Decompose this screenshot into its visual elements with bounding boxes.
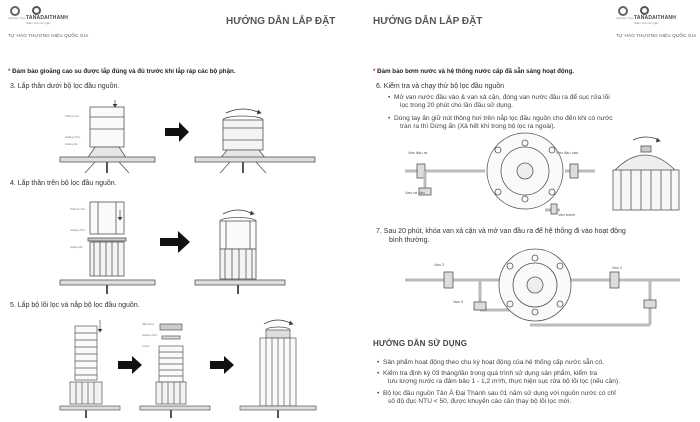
right-page-title: HƯỚNG DẪN LẮP ĐẶT xyxy=(373,16,483,27)
label-3-oring: Gioăng tổn xyxy=(65,143,78,146)
usage-bullet-2 xyxy=(377,370,620,387)
step7-line1: 7. Sau 20 phút, khóa van xả cặn và mở van đầu ra để hệ thống đi vào hoạt động xyxy=(376,228,626,235)
step6-diagram xyxy=(395,138,695,220)
step3-diagram xyxy=(55,95,355,177)
company-logo xyxy=(8,6,26,20)
step4-diagram xyxy=(60,196,360,296)
label-4-oring: Gioăng tổn xyxy=(70,246,83,249)
label-valve-3: Van 3 xyxy=(453,299,464,304)
left-page-title: HƯỚNG DẪN LẮP ĐẶT xyxy=(226,16,336,27)
left-note xyxy=(8,68,236,75)
step6-b1-line1: Mở van nước đầu vào & van xả cặn, đóng van nước đầu ra để sục rửa lõi xyxy=(393,94,610,101)
step7-line2: bình thường. xyxy=(389,237,430,244)
brand-name: TANADAITHANH xyxy=(26,15,69,21)
bullet-dot: • xyxy=(388,94,394,101)
brand-slogan: TỰ HÀO THƯƠNG HIỆU QUỐC GIA xyxy=(8,33,89,38)
brand-slogan-right: TỰ HÀO THƯƠNG HIỆU QUỐC GIA xyxy=(616,33,697,38)
right-note xyxy=(373,68,574,75)
step6-b2-line2: tràn ra thì Dừng ấn (Xả hết khí trong bộ lọc ra ngoài). xyxy=(400,123,556,131)
step6-b1-line2: lọc trong 20 phút cho lần đầu sử dụng. xyxy=(400,102,513,110)
label-5-core: Lõi lọc xyxy=(142,345,150,348)
brand-name-right: TANADAITHANH xyxy=(634,15,677,21)
bullet-dot: • xyxy=(377,370,383,377)
step-6: 6. Kiểm tra và chạy thử bộ lọc đầu nguồn xyxy=(376,83,505,90)
label-4-lring: Gioăng chữ L xyxy=(70,229,86,232)
step-3: 3. Lắp thân dưới bộ lọc đầu nguồn. xyxy=(10,83,120,90)
tan-a-logo-icon xyxy=(10,6,20,16)
label-3-body: Thân lọc lọc xyxy=(65,115,79,118)
left-note-text: Đảm bảo gioăng cao su được lắp đúng và đủ trước khi lắp ráp các bộ phận. xyxy=(12,68,236,75)
label-5-cap: Nắp bộ lọc xyxy=(142,323,155,326)
tad-logo-icon xyxy=(640,6,649,15)
tan-a-logo-icon xyxy=(618,6,628,16)
usage-2-line1: Kiểm tra định kỳ 03 tháng/lần trong quá trình sử dụng sản phẩm, kiểm tra xyxy=(382,370,598,377)
label-3-lring: Gioăng chữ L xyxy=(65,136,81,139)
arrow-5a-icon xyxy=(118,356,142,374)
note-star-right: * xyxy=(373,68,376,75)
note-star: * xyxy=(8,68,11,75)
right-note-text: Đảm bảo bơm nước và hệ thống nước cấp đã sẵn sàng hoạt động. xyxy=(377,68,574,75)
bullet-dot: • xyxy=(388,115,394,122)
label-valve-1: Van 1 xyxy=(612,265,623,270)
bullet-dot: • xyxy=(377,390,383,397)
usage-1-text: Sản phẩm hoạt động theo chu kỳ hoạt động của hệ thống cấp nước sẵn có. xyxy=(382,359,604,366)
step6-bullet-1 xyxy=(388,94,610,111)
step-7 xyxy=(376,227,626,245)
arrow-5b-icon xyxy=(210,356,234,374)
usage-2-line2: lưu lượng nước ra đảm bảo 1 - 1,2 m³/h, thực hiện sục rửa bộ lõi lọc (nếu cần). xyxy=(388,378,620,386)
brand-logo-right xyxy=(634,6,676,25)
step6-b2-line1: Dùng tay ấn giữ nút thông hơi trên nắp lọc đầu nguồn cho đến khi có nước xyxy=(393,115,613,122)
usage-bullet-3 xyxy=(377,390,616,407)
step-5: 5. Lắp bộ lõi lọc và nắp bộ lọc đầu nguồn. xyxy=(10,302,140,309)
label-drain-valve: Van xả cặn xyxy=(405,190,425,195)
label-bypass-valve: Van tránh xyxy=(558,212,576,217)
usage-3-line2: số độ đục NTU < 50, được khuyến cáo cần thay bộ lõi lọc mới. xyxy=(388,398,572,406)
brand-tagline-right: Niềm vui mỗi ngày xyxy=(634,21,659,25)
usage-3-line1: Bộ lọc đầu nguồn Tân Á Đại Thành sau 01 năm sử dụng với nguồn nước có chỉ xyxy=(382,390,616,397)
step6-bullet-2 xyxy=(388,115,613,132)
company-sub-right: Vietnam Topo xyxy=(616,16,635,20)
arrow-3-icon xyxy=(165,122,189,142)
arrow-4-icon xyxy=(160,231,190,253)
label-4-body: Thân lọc trên xyxy=(70,208,86,211)
company-sub: Vietnam Topo xyxy=(8,16,27,20)
usage-title: HƯỚNG DẪN SỬ DỤNG xyxy=(373,339,468,348)
label-outlet-valve: Van đầu ra xyxy=(408,150,428,155)
label-5-lring: Gioăng chữ L xyxy=(142,334,158,337)
bullet-dot: • xyxy=(377,359,383,366)
tad-logo-icon xyxy=(32,6,41,15)
brand-logo xyxy=(26,6,68,25)
brand-tagline: Niềm vui mỗi ngày xyxy=(26,21,51,25)
company-logo-right xyxy=(616,6,634,20)
usage-bullet-1 xyxy=(377,359,604,367)
label-inlet-valve: Van đầu vào xyxy=(556,150,579,155)
label-valve-2: Van 2 xyxy=(434,262,445,267)
step-4: 4. Lắp thân trên bộ lọc đầu nguồn. xyxy=(10,180,117,187)
